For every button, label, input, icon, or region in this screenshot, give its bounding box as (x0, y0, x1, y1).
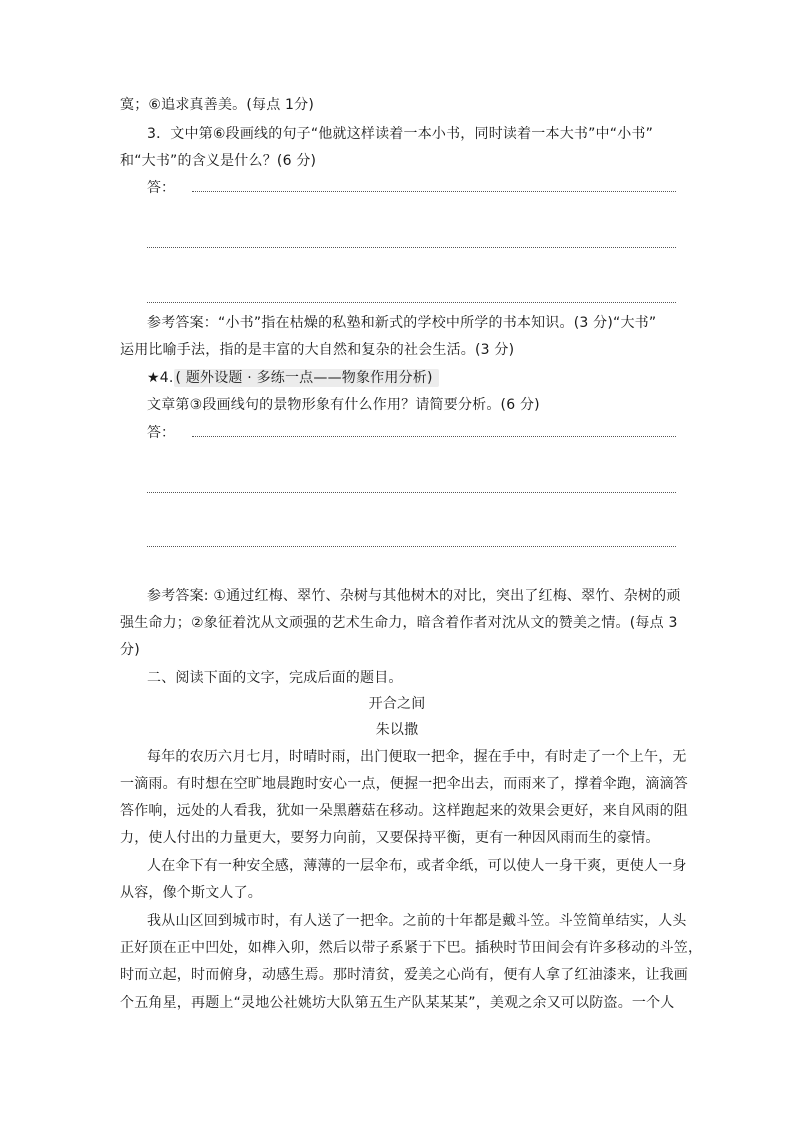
article-paragraph-line: 时而立起，时而俯身，动感生焉。那时清贫，爱美之心尚有，便有人拿了红油漆来，让我画 (120, 967, 688, 983)
answer-line (192, 436, 676, 437)
question-4-tag: ( 题外设题 · 多练一点——物象作用分析) (174, 369, 439, 387)
article-title: 开合之间 (368, 696, 426, 712)
article-paragraph-line: 正好顶在正中凹处，如榫入卯，然后以带子系紧于下巴。插秧时节田间会有许多移动的斗笠， (120, 940, 703, 956)
question-4-text: 文章第③段画线句的景物形象有什么作用？请简要分析。(6 分) (147, 397, 540, 413)
article-author: 朱以撒 (375, 722, 419, 738)
article-paragraph-line: 从容，像个斯文人了。 (120, 885, 262, 901)
article-paragraph-line: 我从山区回到城市时，有人送了一把伞。之前的十年都是戴斗笠。斗笠简单结实，人头 (147, 913, 687, 929)
article-paragraph-line: 一滴雨。有时想在空旷地晨跑时安心一点，便握一把伞出去，而雨来了，撑着伞跑，滴滴答 (120, 776, 688, 792)
answer-label: 答： (147, 180, 175, 196)
answer-line (147, 492, 676, 493)
question-3-reference-answer: 参考答案：“小书”指在枯燥的私塾和新式的学校中所学的书本知识。(3 分)“大书” (147, 315, 657, 331)
question-4-answer-area[interactable] (147, 423, 676, 443)
question-3-text: 3．文中第⑥段画线的句子“他就这样读着一本小书，同时读着一本大书”中“小书” (147, 126, 654, 142)
article-paragraph-line: 个五角星，再题上“灵地公社姚坊大队第五生产队某某某”，美观之余又可以防盗。一个人 (120, 995, 675, 1011)
answer-label: 答： (147, 425, 175, 441)
question-4-reference-answer-end: 分) (120, 642, 140, 658)
question-3-answer-area[interactable] (147, 178, 676, 198)
question-4-reference-answer: 参考答案: ①通过红梅、翠竹、杂树与其他树木的对比，突出了红梅、翠竹、杂树的顽 (147, 588, 681, 604)
section-2-instruction: 二、阅读下面的文字，完成后面的题目。 (147, 670, 403, 686)
question-4-header (147, 368, 676, 388)
question-3-text-cont: 和“大书”的含义是什么？(6 分) (120, 153, 317, 169)
article-paragraph-line: 人在伞下有一种安全感，薄薄的一层伞布，或者伞纸，可以使人一身干爽，更使人一身 (147, 858, 687, 874)
question-3-reference-answer-cont: 运用比喻手法，指的是丰富的大自然和复杂的社会生活。(3 分) (120, 342, 515, 358)
question-4-reference-answer-cont: 强生命力；②象征着沈从文顽强的艺术生命力，暗含着作者对沈从文的赞美之情。(每点 3 (120, 615, 678, 631)
answer-line (147, 247, 676, 248)
answer-line (147, 302, 676, 303)
answer-line (192, 191, 676, 192)
answer-line (147, 546, 676, 547)
question-2-score-tail: 寞；⑥追求真善美。(每点 1分) (120, 97, 315, 113)
question-4-number: ★4. (147, 370, 174, 386)
article-paragraph-line: 力，使人付出的力量更大，要努力向前，又要保持平衡，更有一种因风雨而生的豪情。 (120, 830, 660, 846)
article-paragraph-line: 答作响，远处的人看我，犹如一朵黑蘑菇在移动。这样跑起来的效果会更好，来自风雨的阻 (120, 803, 688, 819)
article-paragraph-line: 每年的农历六月七月，时晴时雨，出门便取一把伞，握在手中，有时走了一个上午，无 (147, 749, 687, 765)
